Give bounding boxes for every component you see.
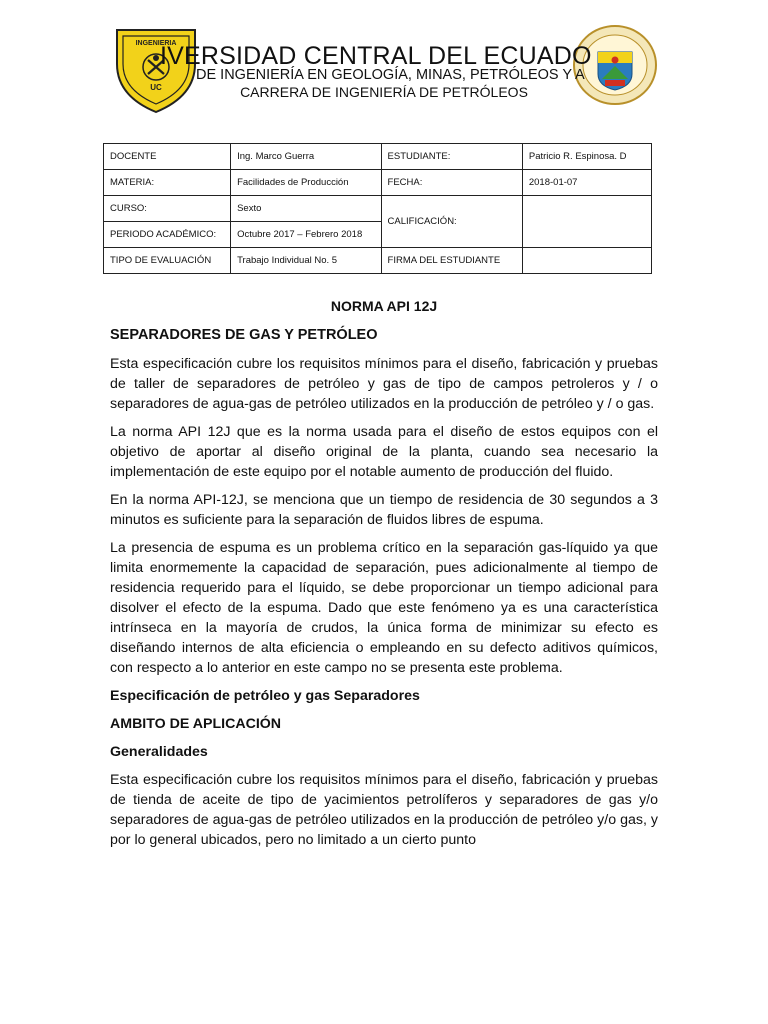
university-name: IVERSIDAD CENTRAL DEL ECUADO [160,42,592,70]
paragraph: La norma API 12J que es la norma usada para el diseño de estos equipos con el objetivo de aportar al diseño original de la planta, cuando sea necesario la implementación de este equipo por el notable aumento de producción del fluido. [110,424,658,480]
section-heading: AMBITO DE APLICACIÓN [110,716,282,732]
materia-label: MATERIA: [104,170,231,196]
document-body [110,296,658,858]
estudiante-value: Patricio R. Espinosa. D [522,144,651,170]
firma-label: FIRMA DEL ESTUDIANTE [381,248,522,274]
table-row [104,170,652,196]
tipo-value: Trabajo Individual No. 5 [231,248,381,274]
document-title: NORMA API 12J [330,298,438,314]
table-row [104,248,652,274]
section-heading: Especificación de petróleo y gas Separadores [110,688,420,704]
firma-value [522,248,651,274]
student-info-table [103,143,652,274]
estudiante-label: ESTUDIANTE: [381,144,522,170]
logo-left-top-text: INGENIERIA [135,40,177,47]
section-heading: Generalidades [110,744,208,760]
paragraph: La presencia de espuma es un problema crítico en la separación gas-líquido ya que limita enormemente la capacidad de separación, pues adicionalmente al tiempo de residencia requerido para el líquido, se debe proporcionar un tiempo adicional para disolver el efecto de la espuma. Dado que este fenómeno ya es una característica intrínseca en la mayoría de crudos, la única forma de minimizar su efecto es diseñando internos de alta eficiencia o empleando en su defecto aditivos químicos, con respecto a lo anterior en este campo no se presenta este problema. [110,540,658,676]
paragraph: En la norma API-12J, se menciona que un tiempo de residencia de 30 segundos a 3 minutos es suficiente para la separación de fluidos libres de espuma. [110,492,658,528]
curso-value: Sexto [231,196,381,222]
calificacion-value [522,196,651,248]
materia-value: Facilidades de Producción [231,170,381,196]
calificacion-label: CALIFICACIÓN: [381,196,522,248]
periodo-value: Octubre 2017 – Febrero 2018 [231,222,381,248]
logo-left-initials: UC [150,83,162,92]
section-heading: SEPARADORES DE GAS Y PETRÓLEO [110,327,378,343]
paragraph: Esta especificación cubre los requisitos mínimos para el diseño, fabricación y pruebas de taller de separadores de petróleo y gas de tipo de campos petroleros y / o separadores de agua-gas de petróleo utilizados en la producción de petróleo y / o gas. [110,356,658,412]
periodo-label: PERIODO ACADÉMICO: [104,222,231,248]
fecha-value: 2018-01-07 [522,170,651,196]
tipo-label: TIPO DE EVALUACIÓN [104,248,231,274]
fecha-label: FECHA: [381,170,522,196]
career-name: CARRERA DE INGENIERÍA DE PETRÓLEOS [240,84,528,100]
paragraph: Esta especificación cubre los requisitos mínimos para el diseño, fabricación y pruebas de tienda de aceite de tipo de yacimientos petrolíferos y separadores de gas y/o separadores de agua-gas de petróleo utilizados en la producción de petróleo y/o gas, y por lo general ubicados, pero no limitado a un cierto punto [110,772,658,848]
curso-label: CURSO: [104,196,231,222]
faculty-name: DE INGENIERÍA EN GEOLOGÍA, MINAS, PETRÓLEOS Y A [196,67,585,83]
docente-value: Ing. Marco Guerra [231,144,381,170]
docente-label: DOCENTE [104,144,231,170]
table-row [104,144,652,170]
table-row [104,196,652,222]
